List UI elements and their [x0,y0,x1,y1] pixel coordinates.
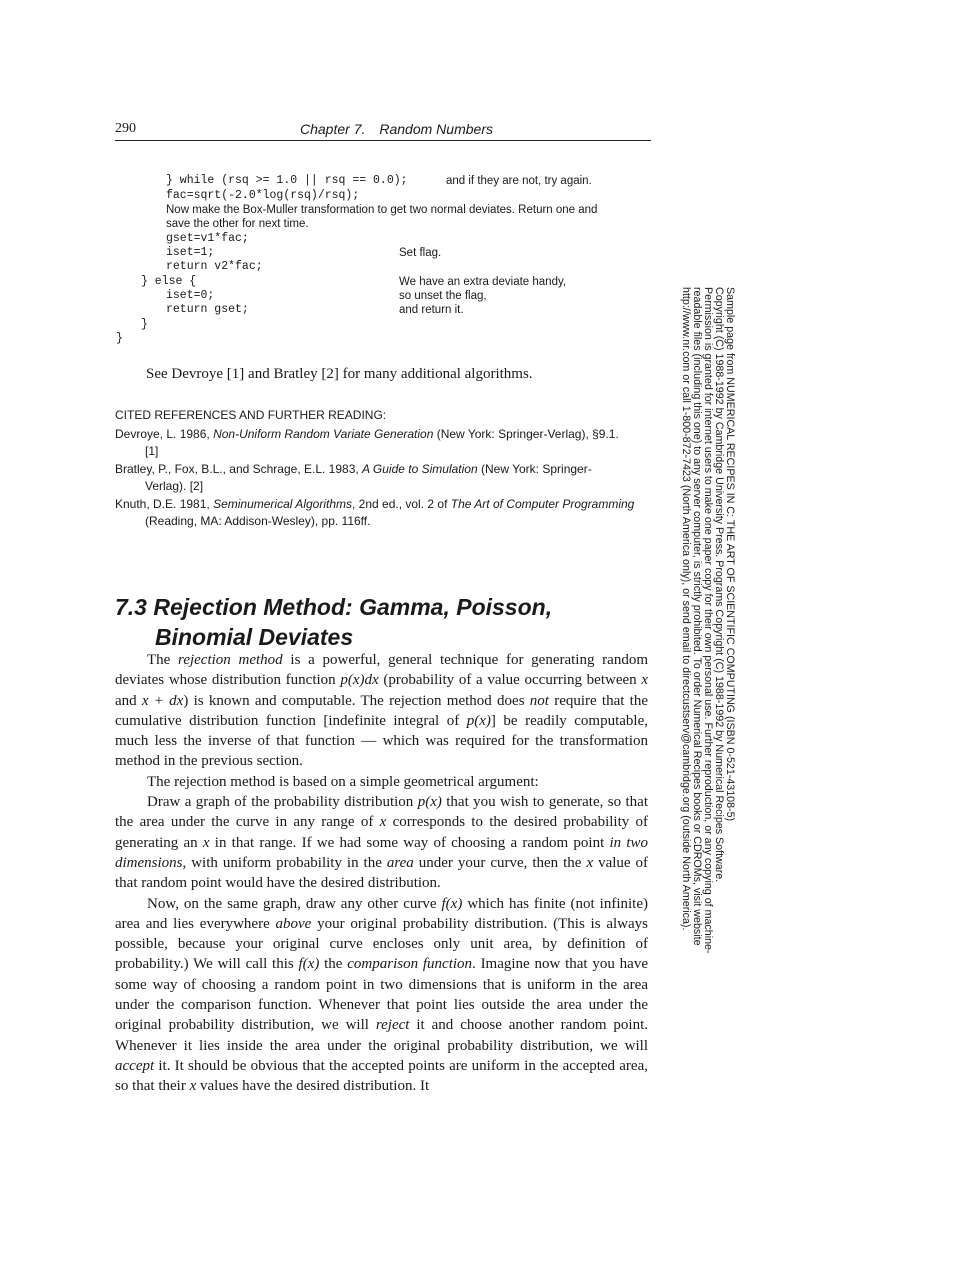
paragraph: The rejection method is based on a simple geometrical argument: [147,773,539,790]
page-number: 290 [115,121,136,136]
reference-title: Non-Uniform Random Variate Generation [213,427,434,441]
reference-item [115,496,655,530]
code-line: gset=v1*fac; [166,232,249,245]
reference-title: A Guide to Simulation [362,462,478,476]
see-also-sentence: See Devroye [1] and Bratley [2] for many additional algorithms. [146,366,533,382]
side-note-line: Sample page from NUMERICAL RECIPES IN C: THE ART OF SCIENTIFIC COMPUTING (ISBN 0-521-43108-5) [724,287,736,822]
header-rule [115,140,651,141]
section-title-line1: 7.3 Rejection Method: Gamma, Poisson, [115,594,553,620]
code-line: fac=sqrt(-2.0*log(rsq)/rsq); [166,189,360,202]
reference-authors: Devroye, L. 1986, [115,427,214,441]
reference-item [115,426,655,460]
code-comment: and if they are not, try again. [446,175,592,187]
references-heading: CITED REFERENCES AND FURTHER READING: [115,408,387,422]
side-note-line: http://www.nr.com or call 1-800-872-7423 (North America only), or send email to directcustserv@cambridge.org (outside North America). [680,287,692,931]
code-line: } else { [141,275,197,288]
paragraph: Now, on the same graph, draw any other curve f(x) which has finite (not infinite) area and lies everywhere above your original probability distribution. (This is always possible, because your original curve encloses only unit area, by definition of probability.) We will call this f(x) the comparison function. Imagine now that you have some way of choosing a random point in two dimensions that is uniform in the area under the comparison function. Whenever that point lies outside the area under the original probability distribution, we will reject it and choose another random point. Whenever it lies inside the area under the original probability distribution, we will accept it. It should be obvious that the accepted points are uniform in the accepted area, so that their x values have the desired distribution. It [115,895,648,1095]
side-note-line: Permission is granted for internet users to make one paper copy for their own personal use. Further reproduction, or any copying of machine- [702,287,714,954]
reference-publisher: (New York: Springer- [477,462,592,476]
code-line: } while (rsq >= 1.0 || rsq == 0.0); [166,174,408,187]
code-line: iset=1; [166,246,215,259]
code-line: return gset; [166,303,249,316]
code-comment: and return it. [399,304,464,316]
code-line: iset=0; [166,289,215,302]
reference-item [115,461,655,495]
code-line: } [141,318,148,331]
section-title-line2: Binomial Deviates [155,624,354,650]
reference-edition: , 2nd ed., vol. 2 of [352,497,451,511]
reference-publisher: (Reading, MA: Addison-Wesley), pp. 116ff. [145,514,371,528]
code-comment: We have an extra deviate handy, [399,276,567,288]
reference-title: Seminumerical Algorithms [213,497,352,511]
reference-tag: [1] [145,444,159,458]
code-comment: Now make the Box-Muller transformation to get two normal deviates. Return one and [166,204,598,216]
reference-authors: Bratley, P., Fox, B.L., and Schrage, E.L. 1983, [115,462,363,476]
side-note-line: readable files (including this one) to any server computer, is strictly prohibited. To order Numerical Recipes books or CDROMs, visit website [691,287,703,946]
body-text [115,650,648,1097]
code-comment: Set flag. [399,247,442,259]
running-head-section: Random Numbers [379,121,493,137]
section-title [115,592,552,652]
paragraph: The rejection method is a powerful, general technique for generating random deviates whose distribution function p(x)dx (probability of a value occurring between x and x + dx) is known and computable. The rejection method does not require that the cumulative distribution function [indefinite integral of p(x)] be readily computable, much less the inverse of that function — which was required for the transformation method in the previous section. [115,652,649,770]
side-note-line: Copyright (C) 1988-1992 by Cambridge University Press. Programs Copyright (C) 1988-1992 by Numerical Recipes Software. [713,287,725,883]
code-line: } [116,332,123,345]
code-comment: save the other for next time. [166,218,309,230]
running-head [300,121,493,137]
paragraph: Draw a graph of the probability distribution p(x) that you wish to generate, so that the area under the curve in any range of x corresponds to the desired probability of generating an x in that range. If we had some way of choosing a random point in two dimensions, with uniform probability in the area under your curve, then the x value of that random point would have the desired distribution. [115,794,649,892]
reference-series-title: The Art of Computer Programming [450,497,635,511]
copyright-side-note [680,287,736,954]
reference-authors: Knuth, D.E. 1981, [115,497,214,511]
running-head-chapter: Chapter 7. [300,121,366,137]
code-line: return v2*fac; [166,260,263,273]
code-comment: so unset the flag, [399,290,487,302]
reference-publisher: (New York: Springer-Verlag), §9.1. [433,427,619,441]
reference-tag: Verlag). [2] [145,479,204,493]
